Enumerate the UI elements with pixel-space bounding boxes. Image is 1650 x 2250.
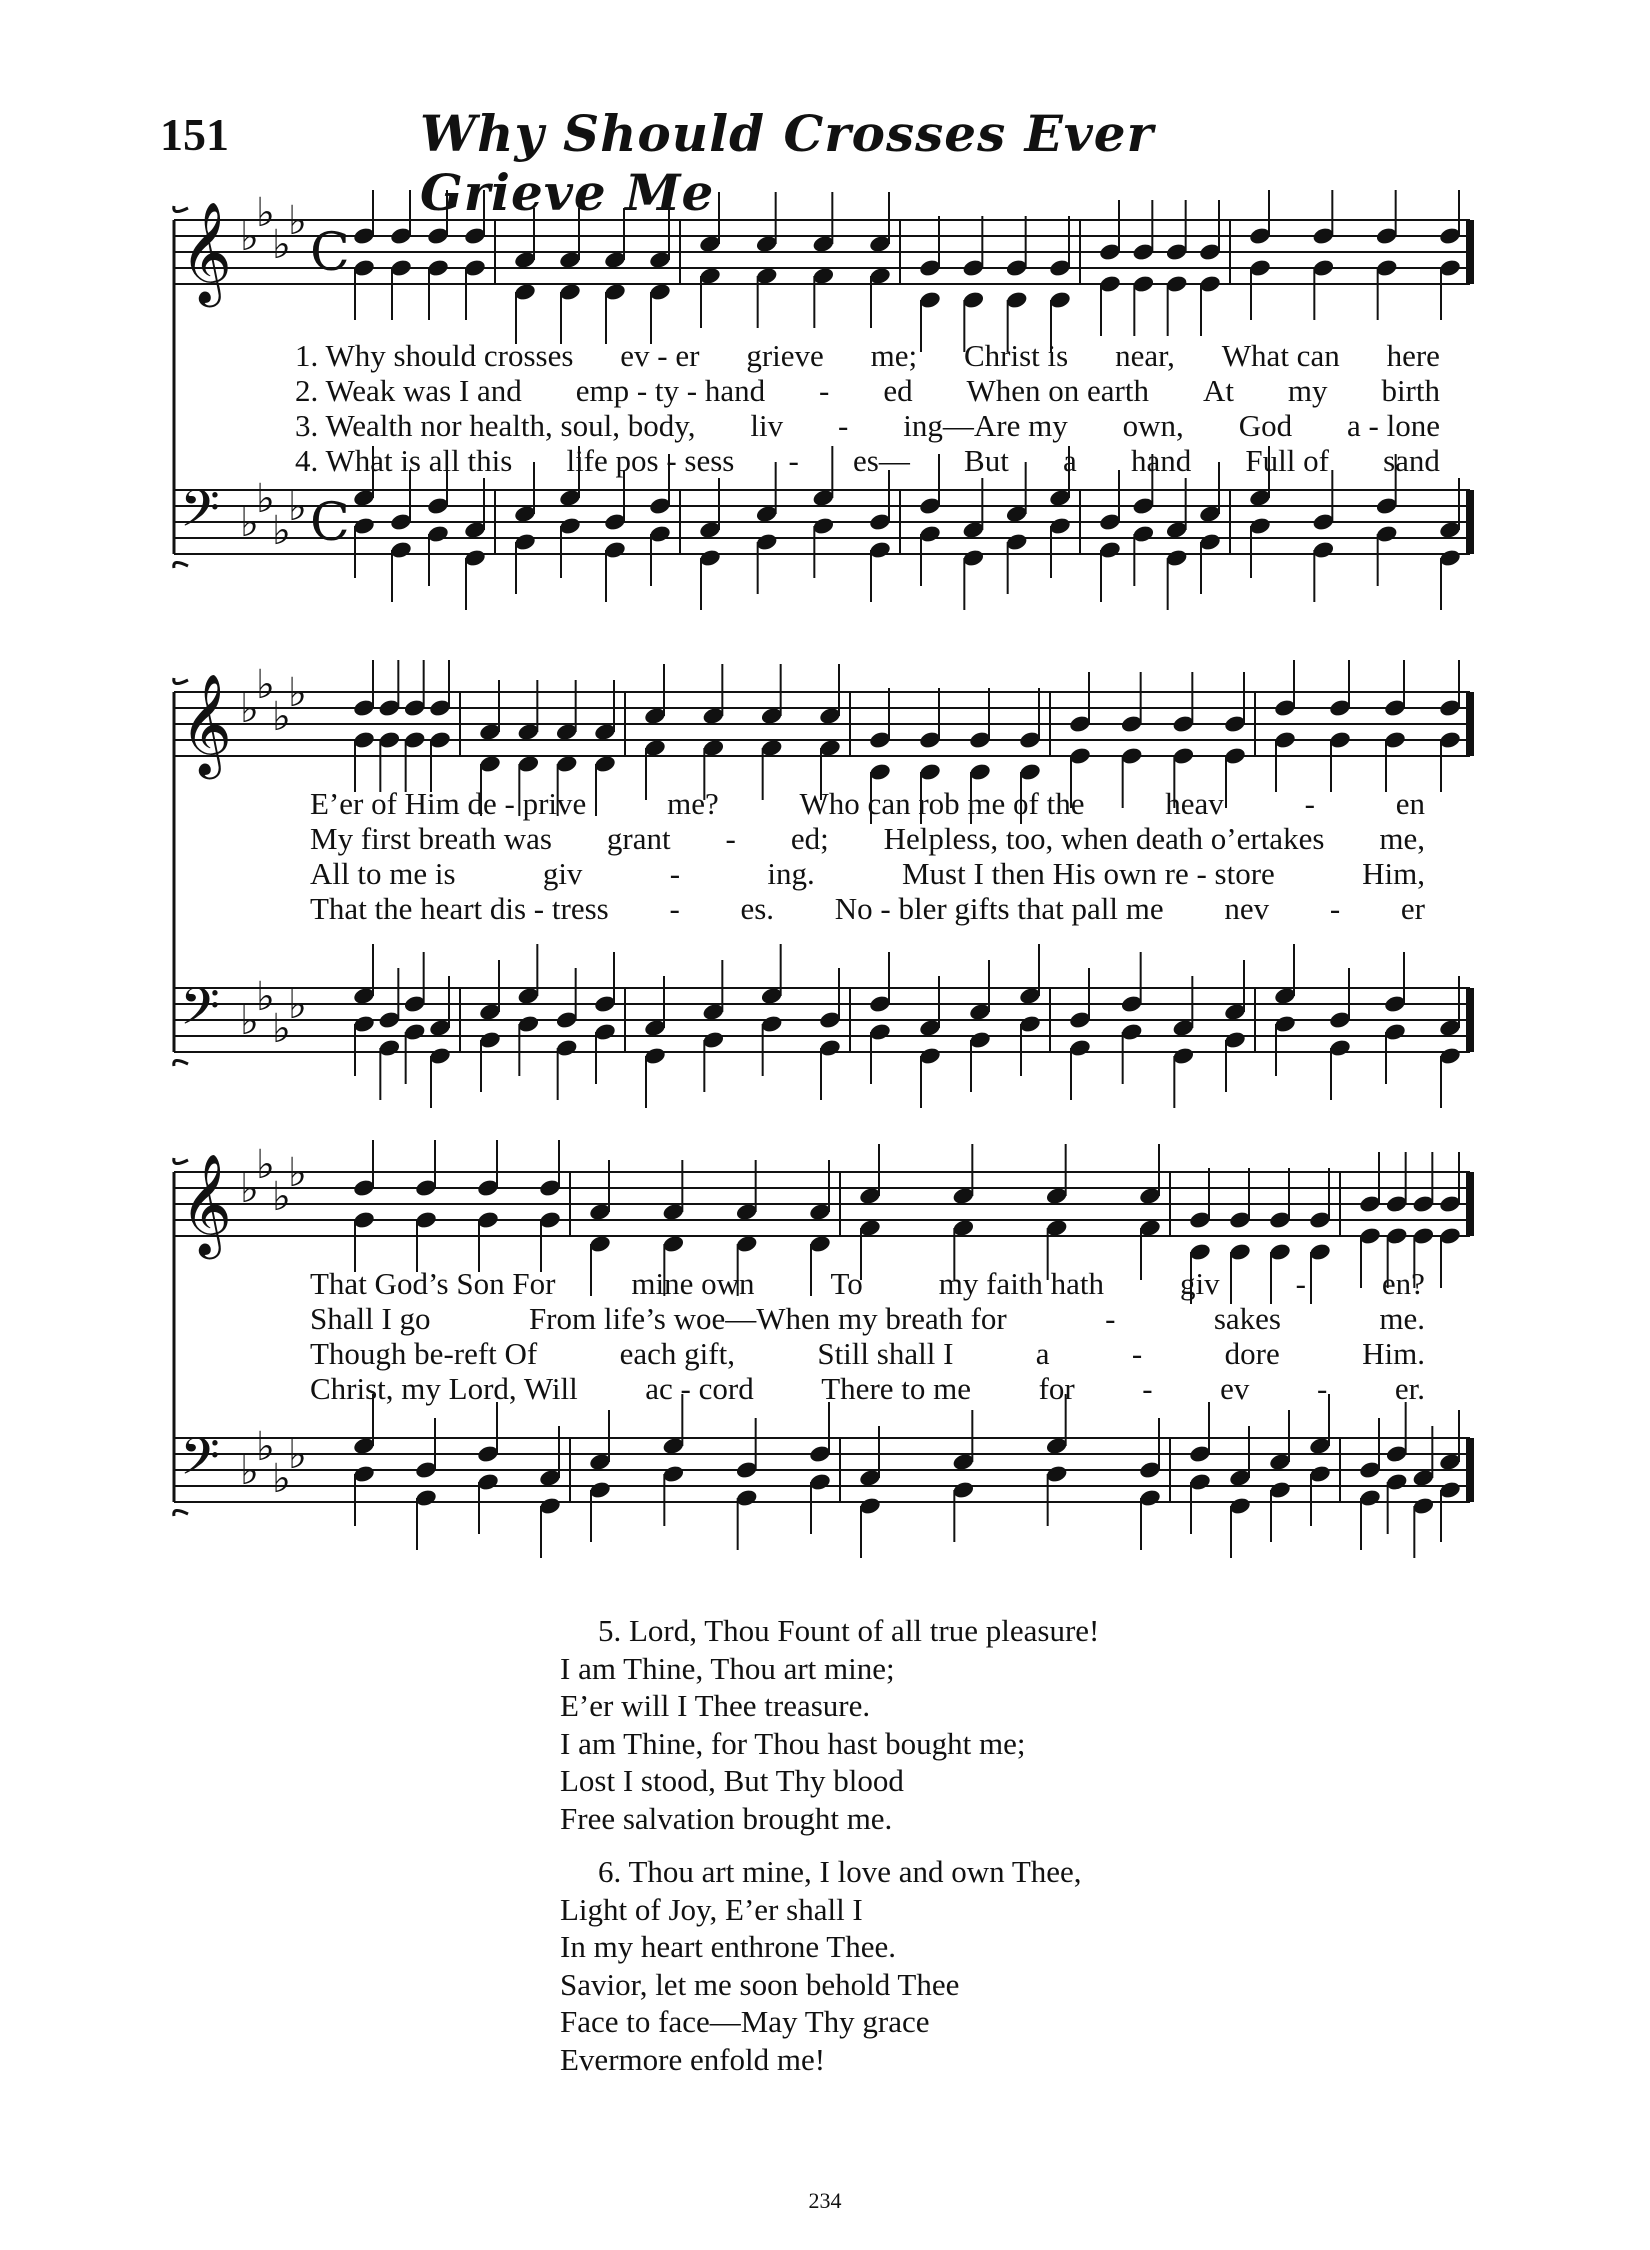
lyric-syllable: er — [1400, 891, 1425, 926]
flat-icon: ♭ — [288, 484, 307, 530]
lyric-syllable: - — [1142, 1371, 1153, 1406]
flat-icon: ♭ — [272, 1006, 291, 1052]
lyric-syllable: ac - cord — [645, 1371, 754, 1406]
flat-icon: ♭ — [272, 1174, 291, 1220]
lyric-syllable: 3. Wealth nor health, soul, body, — [295, 408, 696, 443]
verse-line: I am Thine, Thou art mine; — [560, 1650, 895, 1686]
lyric-syllable: No - bler gifts that pall me — [834, 891, 1164, 926]
lyric-syllable: each gift, — [619, 1336, 735, 1371]
lyric-syllable: - — [669, 891, 680, 926]
lyric-syllable: for — [1038, 1371, 1075, 1406]
treble-clef-icon: 𝄞 — [180, 1152, 233, 1255]
lyric-syllable: - — [1131, 1336, 1143, 1371]
lyric-syllable: Shall I go — [310, 1301, 431, 1336]
flat-icon: ♭ — [272, 508, 291, 554]
verse-line: I am Thine, for Thou hast bought me; — [560, 1725, 1026, 1761]
lyric-syllable: me. — [1379, 1301, 1425, 1336]
verse-line: Evermore enfold me! — [560, 2041, 826, 2077]
lyric-syllable: Christ is — [964, 338, 1069, 373]
lyric-syllable: 1. Why should crosses — [295, 338, 574, 373]
lyric-syllable: 4. What is all this — [295, 443, 513, 478]
lyric-line — [310, 1266, 1425, 1301]
lyric-syllable: - — [819, 373, 830, 408]
verse-6 — [560, 1853, 1099, 2078]
lyric-syllable: 2. Weak was I and — [295, 373, 522, 408]
lyric-syllable: Full of — [1245, 443, 1329, 478]
lyric-line — [310, 856, 1425, 891]
lyric-syllable: God — [1238, 408, 1293, 443]
bass-clef-icon: 𝄢 — [180, 1426, 220, 1499]
lyric-syllable: near, — [1115, 338, 1175, 373]
flat-icon: ♭ — [288, 670, 307, 716]
lyrics-system-2 — [310, 786, 1425, 926]
flat-icon: ♭ — [240, 214, 259, 260]
lyric-line — [295, 373, 1440, 408]
lyric-syllable: - — [838, 408, 849, 443]
flat-icon: ♭ — [272, 694, 291, 740]
lyric-line — [295, 338, 1440, 373]
lyric-syllable: Who can rob me of the — [799, 786, 1085, 821]
lyric-syllable: heav — [1165, 786, 1224, 821]
verse-line: 6. Thou art mine, I love and own Thee, — [598, 1854, 1082, 1889]
lyric-syllable: To — [830, 1266, 863, 1301]
lyric-syllable: - — [669, 856, 681, 891]
treble-clef-icon: 𝄞 — [180, 200, 233, 303]
lyric-line — [310, 1336, 1425, 1371]
verse-line: E’er will I Thee treasure. — [560, 1688, 871, 1723]
lyric-syllable: ed — [883, 373, 913, 408]
bracket-cap — [174, 1510, 188, 1516]
flat-icon: ♭ — [272, 222, 291, 268]
music-system-3 — [160, 1140, 1480, 1600]
lyric-syllable: That the heart dis - tress — [310, 891, 609, 926]
bracket-cap — [174, 562, 188, 568]
lyric-syllable: My first breath was — [310, 821, 552, 856]
lyric-syllable: me; — [870, 338, 918, 373]
lyric-syllable: ev — [1220, 1371, 1250, 1406]
lyric-syllable: nev — [1224, 891, 1270, 926]
lyric-syllable: What can — [1221, 338, 1340, 373]
lyric-syllable: - — [1329, 891, 1341, 926]
lyric-syllable: own, — [1122, 408, 1184, 443]
verse-5 — [560, 1612, 1099, 1837]
bass-clef-icon: 𝄢 — [180, 478, 220, 551]
flat-icon: ♭ — [288, 1432, 307, 1478]
lyric-syllable: From life’s woe—When my breath for — [528, 1301, 1007, 1336]
lyric-syllable: But — [964, 443, 1009, 478]
flat-icon: ♭ — [240, 998, 259, 1044]
lyric-syllable: - — [1316, 1371, 1328, 1406]
treble-clef-icon: 𝄞 — [180, 672, 233, 775]
lyric-syllable: - — [1304, 786, 1315, 821]
flat-icon: ♭ — [288, 1150, 307, 1196]
verse-line: In my heart enthrone Thee. — [560, 1929, 896, 1964]
lyric-syllable: er. — [1394, 1371, 1425, 1406]
lyric-syllable: mine own — [631, 1266, 755, 1301]
flat-icon: ♭ — [240, 500, 259, 546]
lyric-syllable: grieve — [746, 338, 824, 373]
lyric-syllable: There to me — [821, 1371, 972, 1406]
flat-icon: ♭ — [272, 1456, 291, 1502]
verse-line: Lost I stood, But Thy blood — [560, 1763, 904, 1798]
lyric-syllable: Christ, my Lord, Will — [310, 1371, 578, 1406]
verse-line: Savior, let me soon behold Thee — [560, 1966, 960, 2002]
lyric-syllable: me? — [667, 786, 719, 821]
verse-line: 5. Lord, Thou Fount of all true pleasure! — [598, 1613, 1100, 1648]
lyric-syllable: ed; — [790, 821, 829, 856]
lyric-syllable: Still shall I — [817, 1336, 954, 1371]
lyric-line — [310, 1371, 1425, 1406]
lyric-syllable: That God’s Son For — [310, 1266, 556, 1301]
flat-icon: ♭ — [256, 662, 275, 708]
lyrics-system-3 — [310, 1266, 1425, 1406]
lyric-syllable: life pos - sess — [566, 443, 735, 478]
music-system-2 — [160, 660, 1480, 1120]
lyric-line — [310, 891, 1425, 926]
lyric-syllable: liv — [750, 408, 784, 443]
flat-icon: ♭ — [240, 686, 259, 732]
lyric-syllable: dore — [1224, 1336, 1280, 1371]
lyric-syllable: a — [1063, 443, 1077, 478]
lyric-syllable: Him, — [1362, 856, 1425, 891]
flat-icon: ♭ — [288, 198, 307, 244]
flat-icon: ♭ — [288, 982, 307, 1028]
flat-icon: ♭ — [256, 1424, 275, 1470]
lyric-line — [295, 408, 1440, 443]
lyric-syllable: es. — [740, 891, 775, 926]
lyric-syllable: ev - er — [620, 338, 700, 373]
lyric-syllable: Helpless, too, when death o’ertakes — [883, 821, 1325, 856]
music-system-1 — [160, 190, 1480, 630]
lyric-line — [310, 1301, 1425, 1336]
lyric-syllable: - — [788, 443, 799, 478]
lyric-syllable: en? — [1381, 1266, 1425, 1301]
lyric-line — [310, 786, 1425, 821]
lyric-syllable: ing. — [767, 856, 815, 891]
hymn-title: Why Should Crosses Ever Grieve Me — [420, 104, 1154, 222]
common-time-icon: C — [310, 223, 350, 283]
hymn-number: 151 — [160, 109, 229, 160]
flat-icon: ♭ — [256, 190, 275, 236]
lyric-syllable: At — [1202, 373, 1234, 408]
flat-icon: ♭ — [256, 476, 275, 522]
lyric-syllable: en — [1395, 786, 1425, 821]
lyric-syllable: - — [1295, 1266, 1306, 1301]
verse-line: Light of Joy, E’er shall I — [560, 1891, 863, 1927]
lyric-syllable: a — [1035, 1336, 1050, 1371]
lyric-syllable: All to me is — [310, 856, 456, 891]
lyric-syllable: my faith hath — [938, 1266, 1105, 1301]
lyric-syllable: Must I then His own re - store — [901, 856, 1275, 891]
bass-clef-icon: 𝄢 — [180, 976, 220, 1049]
lyric-syllable: es— — [853, 443, 910, 478]
lyric-syllable: hand — [1130, 443, 1192, 478]
flat-icon: ♭ — [256, 1142, 275, 1188]
lyric-syllable: my — [1287, 373, 1328, 408]
lyric-syllable: - — [725, 821, 736, 856]
lyric-syllable: a - lone — [1347, 408, 1440, 443]
lyric-line — [310, 821, 1425, 856]
lyric-syllable: sakes — [1213, 1301, 1281, 1336]
lyric-syllable: emp - ty - hand — [575, 373, 766, 408]
lyric-syllable: Though be-reft Of — [310, 1336, 538, 1371]
lyric-syllable: When on earth — [966, 373, 1149, 408]
lyrics-system-1 — [295, 338, 1440, 478]
common-time-icon: C — [310, 493, 350, 553]
lyric-syllable: giv — [1180, 1266, 1220, 1301]
verse-line: Free salvation brought me. — [560, 1800, 893, 1836]
lyric-syllable: grant — [606, 821, 671, 856]
lyric-syllable: ing—Are my — [903, 408, 1068, 443]
lyric-syllable: birth — [1381, 373, 1440, 408]
extra-verses — [560, 1612, 1099, 2094]
flat-icon: ♭ — [240, 1448, 259, 1494]
lyric-syllable: Him. — [1362, 1336, 1425, 1371]
lyric-line — [295, 443, 1440, 478]
flat-icon: ♭ — [256, 974, 275, 1020]
lyric-syllable: here — [1386, 338, 1440, 373]
flat-icon: ♭ — [240, 1166, 259, 1212]
verse-line: Face to face—May Thy grace — [560, 2004, 930, 2039]
bracket-cap — [174, 1060, 188, 1066]
lyric-syllable: sand — [1383, 443, 1440, 478]
lyric-syllable: me, — [1379, 821, 1425, 856]
page-number: 234 — [808, 2188, 842, 2213]
lyric-syllable: giv — [542, 856, 583, 891]
lyric-syllable: - — [1105, 1301, 1116, 1336]
lyric-syllable: E’er of Him de - prive — [310, 786, 587, 821]
